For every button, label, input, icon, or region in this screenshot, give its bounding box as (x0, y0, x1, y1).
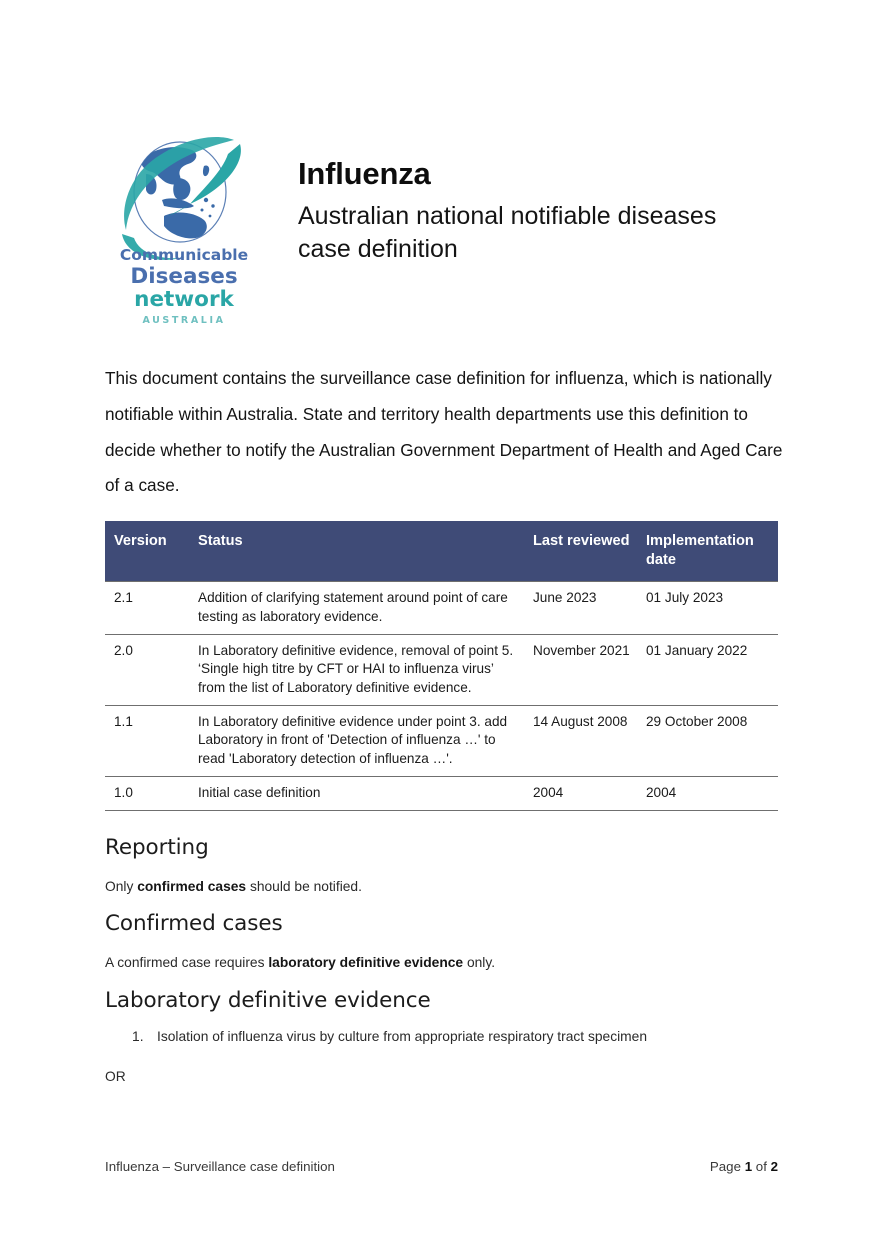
or-connector-text: OR (105, 1069, 126, 1084)
cell-version: 2.0 (105, 635, 190, 706)
logo-text-australia: AUSTRALIA (142, 315, 226, 326)
cell-status: Initial case definition (190, 777, 525, 811)
confirmed-text-bold: laboratory definitive evidence (268, 955, 464, 970)
cdna-logo-graphic (118, 130, 250, 330)
heading-reporting: Reporting (105, 835, 209, 860)
table-row (105, 777, 778, 811)
column-header-implementation-date: Implementation date (638, 521, 778, 582)
section-laboratory-definitive-evidence (105, 989, 783, 1014)
list-item: Isolation of influenza virus by culture from appropriate respiratory tract specimen (157, 1029, 648, 1044)
cell-version: 1.0 (105, 777, 190, 811)
heading-laboratory-definitive-evidence: Laboratory definitive evidence (105, 988, 431, 1013)
cell-implementation-date: 2004 (638, 777, 778, 811)
cell-status: Addition of clarifying statement around point of care testing as laboratory evidence. (190, 582, 525, 635)
table-body (105, 582, 778, 811)
footer-of-label: of (755, 1159, 767, 1174)
section-reporting-body (105, 877, 783, 898)
cell-implementation-date: 29 October 2008 (638, 706, 778, 777)
table-row (105, 635, 778, 706)
page-subtitle: Australian national notifiable diseases case definition (298, 201, 717, 263)
document-masthead (105, 130, 780, 335)
cell-implementation-date: 01 July 2023 (638, 582, 778, 635)
intro-paragraph: This document contains the surveillance case definition for influenza, which is nationally notifiable within Australia. State and territory health departments use this definition to decide whether to notify the Australian Government Department of Health and Aged Care of a case. (105, 368, 783, 496)
cell-last-reviewed: 14 August 2008 (525, 706, 638, 777)
heading-confirmed-cases: Confirmed cases (105, 911, 283, 936)
column-header-last-reviewed: Last reviewed (525, 521, 638, 582)
confirmed-text-pre: A confirmed case requires (105, 955, 269, 970)
table-row (105, 582, 778, 635)
column-header-status: Status (190, 521, 525, 582)
cell-implementation-date: 01 January 2022 (638, 635, 778, 706)
cell-status: In Laboratory definitive evidence, removal of point 5. ‘Single high titre by CFT or HAI to influenza virus’ from the list of Laboratory definitive evidence. (190, 635, 525, 706)
footer-current-page: 1 (744, 1159, 753, 1174)
footer-total-pages: 2 (770, 1159, 778, 1174)
logo-text-diseases: Diseases (130, 264, 238, 289)
footer-document-name: Influenza – Surveillance case definition (105, 1159, 335, 1174)
logo-text-network: network (134, 287, 234, 312)
section-reporting (105, 836, 783, 861)
logo-text-communicable: Communicable (119, 246, 249, 264)
revision-history-table-wrapper (105, 521, 778, 811)
revision-history-table (105, 521, 778, 811)
reporting-text-post: should be notified. (246, 879, 362, 894)
cell-last-reviewed: November 2021 (525, 635, 638, 706)
title-block (298, 158, 768, 266)
cell-last-reviewed: June 2023 (525, 582, 638, 635)
cdna-logo (118, 130, 250, 330)
section-confirmed-cases (105, 912, 783, 937)
laboratory-evidence-list (105, 1027, 835, 1048)
column-header-version: Version (105, 521, 190, 582)
footer-page-number (710, 1159, 778, 1174)
reporting-text-pre: Only (105, 879, 138, 894)
table-header-row (105, 521, 778, 582)
paragraph-reporting (105, 877, 783, 898)
reporting-text-bold: confirmed cases (137, 879, 247, 894)
cell-last-reviewed: 2004 (525, 777, 638, 811)
cell-status: In Laboratory definitive evidence under point 3. add Laboratory in front of 'Detection of influenza …' to read 'Laboratory detection of influenza …'. (190, 706, 525, 777)
table-row (105, 706, 778, 777)
cell-version: 1.1 (105, 706, 190, 777)
table-header (105, 521, 778, 582)
section-confirmed-cases-body (105, 953, 783, 974)
footer-page-label: Page (709, 1159, 741, 1174)
page-title: Influenza (298, 156, 431, 191)
confirmed-text-post: only. (463, 955, 496, 970)
page-footer (105, 1159, 778, 1181)
paragraph-confirmed-cases (105, 953, 783, 974)
cell-version: 2.1 (105, 582, 190, 635)
